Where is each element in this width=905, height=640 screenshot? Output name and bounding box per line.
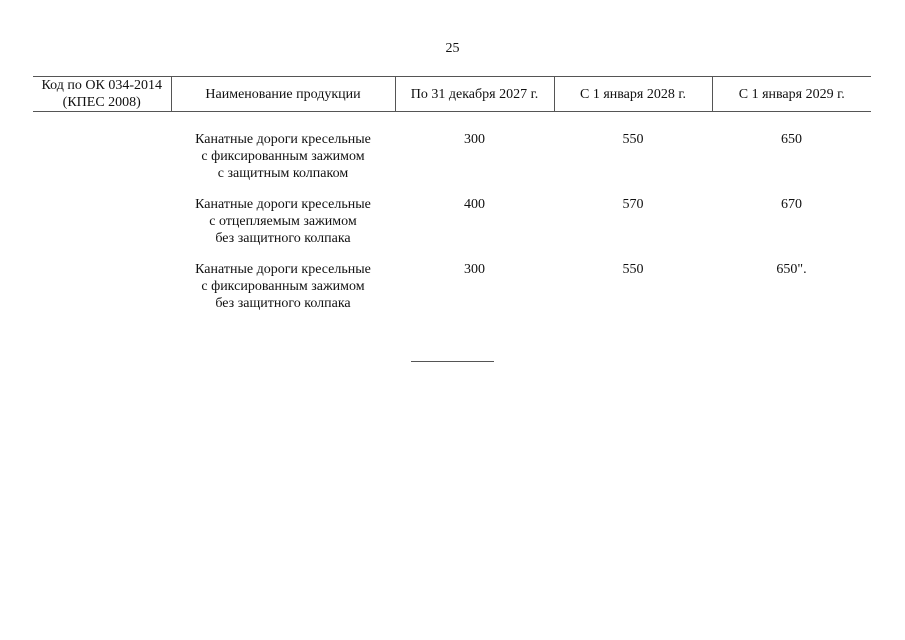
header-from-2029: С 1 января 2029 г. <box>712 77 871 112</box>
header-product-name: Наименование продукции <box>171 77 395 112</box>
table-row <box>33 112 871 183</box>
header-from-2028: С 1 января 2028 г. <box>554 77 712 112</box>
product-name-line: с фиксированным зажимом <box>201 149 365 164</box>
table-row <box>33 247 871 312</box>
cell-value-2027: 400 <box>464 197 485 212</box>
cell-code <box>33 182 171 247</box>
product-name-line: с защитным колпаком <box>217 166 349 181</box>
cell-value-2028: 550 <box>622 132 644 147</box>
product-name-line: Канатные дороги кресельные <box>195 132 371 147</box>
table-header-row <box>33 77 871 112</box>
product-name-line: без защитного колпака <box>215 231 351 246</box>
cell-value-2029: 670 <box>781 197 802 212</box>
cell-value-2027: 300 <box>464 132 485 147</box>
cell-code <box>33 112 171 183</box>
table-row <box>33 182 871 247</box>
cell-product-name <box>171 112 395 183</box>
cell-value-2028: 550 <box>622 262 644 277</box>
product-name-line: Канатные дороги кресельные <box>195 262 371 277</box>
header-code: Код по ОК 034-2014 (КПЕС 2008) <box>33 77 171 112</box>
cell-value-2027: 300 <box>464 262 485 277</box>
cell-value-2029: 650 <box>781 132 802 147</box>
product-name-line: Канатные дороги кресельные <box>195 197 371 212</box>
product-name-line: без защитного колпака <box>215 296 351 311</box>
cell-code <box>33 247 171 312</box>
cell-value-2028: 570 <box>622 197 644 212</box>
cell-value-2029: 650". <box>776 262 807 277</box>
product-table <box>33 76 871 312</box>
cell-product-name <box>171 247 395 312</box>
end-divider <box>411 361 494 362</box>
cell-product-name <box>171 182 395 247</box>
product-name-line: с фиксированным зажимом <box>201 279 365 294</box>
page-number: 25 <box>445 41 460 56</box>
header-until-2027: По 31 декабря 2027 г. <box>395 77 554 112</box>
product-name-line: с отцепляемым зажимом <box>209 214 357 229</box>
